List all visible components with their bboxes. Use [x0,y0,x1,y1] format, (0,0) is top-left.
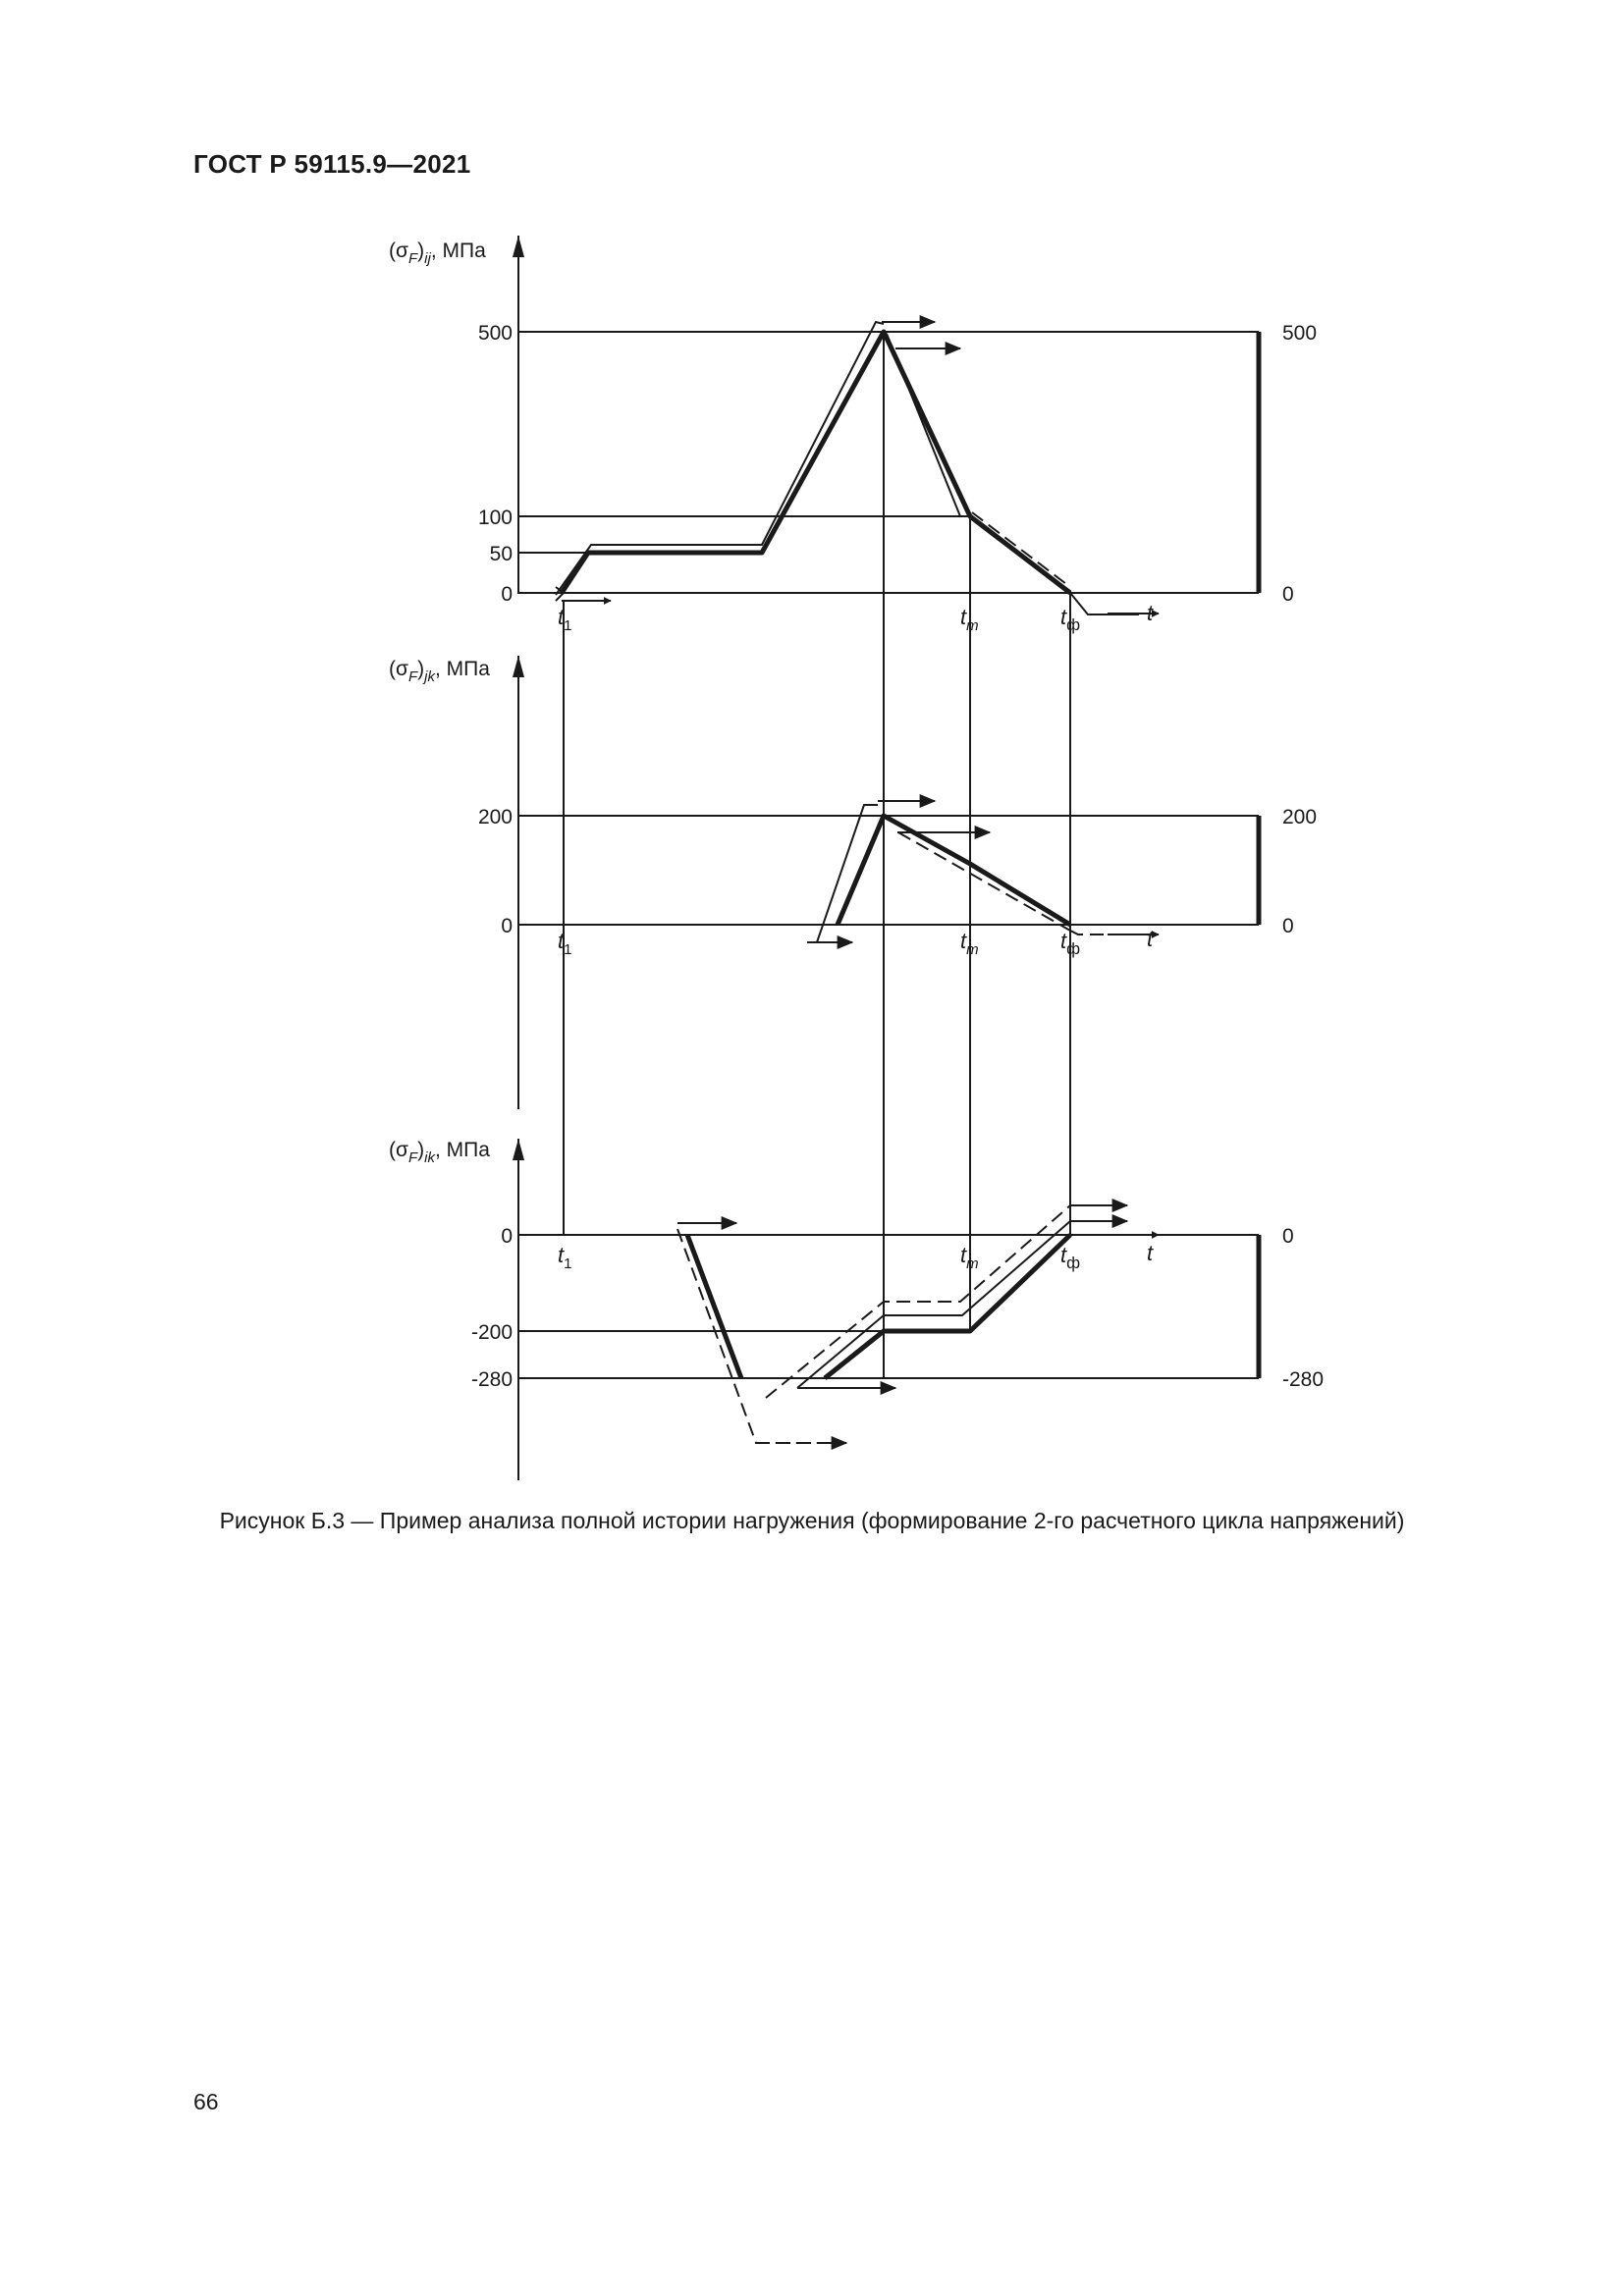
page-number: 66 [193,2089,219,2114]
panel-ik-tick-0: 0 [501,1225,513,1248]
panel-jk-tick-200: 200 [477,806,513,828]
panel-ij-tph-label: $t_ф$ [1060,605,1081,634]
panel-ij-tick-500: 500 [477,322,513,345]
panel-ik-right-0: 0 [1282,1225,1294,1248]
panel-ij-dashed-tail [972,512,1070,587]
panel-jk-dashed-hook [1070,931,1119,934]
panel-ik-y-label: $(\sigma_F)_{ik}$, МПа [389,1139,490,1166]
panel-ij-tail-hook [1070,593,1139,614]
panel-jk-tm-label: $t_m$ [960,929,979,958]
panel-ik-t1-label: $t_1$ [558,1243,572,1272]
panel-ij-right-500: 500 [1282,322,1318,345]
panel-jk-y-arrow [513,656,524,677]
panel-ik-tph-label: $t_ф$ [1060,1243,1081,1272]
panel-jk-t-label: t [1147,927,1154,951]
panel-ij [389,236,1317,634]
panel-ij-t-label: t [1147,601,1154,625]
figure-caption: Рисунок Б.3 — Пример анализа полной истории нагружения (формирование 2-го расчетного цикла напряжений) [219,1508,1405,1533]
panel-ij-y-label: $(\sigma_F)_{ij}$, МПа [389,240,486,267]
panel-ij-tick-50: 50 [489,543,513,565]
panel-ij-tick-0: 0 [501,583,513,606]
panel-jk-y-label: $(\sigma_F)_{jk}$, МПа [389,658,490,685]
panel-ik-tm-label: $t_m$ [960,1243,979,1272]
time-markers [564,332,1070,1378]
panel-jk-t1-label: $t_1$ [558,929,572,958]
panel-jk-right-200: 200 [1282,806,1318,828]
panel-jk [389,656,1317,1109]
panel-ik-load-path-down [687,1235,741,1378]
panel-ij-load-path [562,332,1070,593]
panel-ik-t-label: t [1147,1241,1154,1265]
panel-ik-y-arrow [513,1139,524,1160]
panel-ik-tick-minus200: -200 [470,1321,513,1344]
panel-ij-tm-label: $t_m$ [960,605,979,634]
panel-ik-right-minus280: -280 [1282,1368,1325,1391]
panel-ik-tick-minus280: -280 [470,1368,513,1391]
panel-ij-y-arrow [513,236,524,257]
panel-ik-load-path-up [825,1235,1070,1378]
panel-ij-t1-label: $t_1$ [558,605,572,634]
panel-ij-outline-down [887,334,960,516]
panel-ij-right-0: 0 [1282,583,1294,606]
panel-jk-outline-upper [807,805,878,942]
panel-jk-right-0: 0 [1282,915,1294,937]
panel-jk-dashed-tail [898,832,1070,931]
panel-jk-tick-0: 0 [501,915,513,937]
document-header: ГОСТ Р 59115.9—2021 [193,149,471,179]
panel-ik [389,1139,1324,1480]
panel-jk-tph-label: $t_ф$ [1060,929,1081,958]
panel-ij-tick-100: 100 [477,507,513,529]
